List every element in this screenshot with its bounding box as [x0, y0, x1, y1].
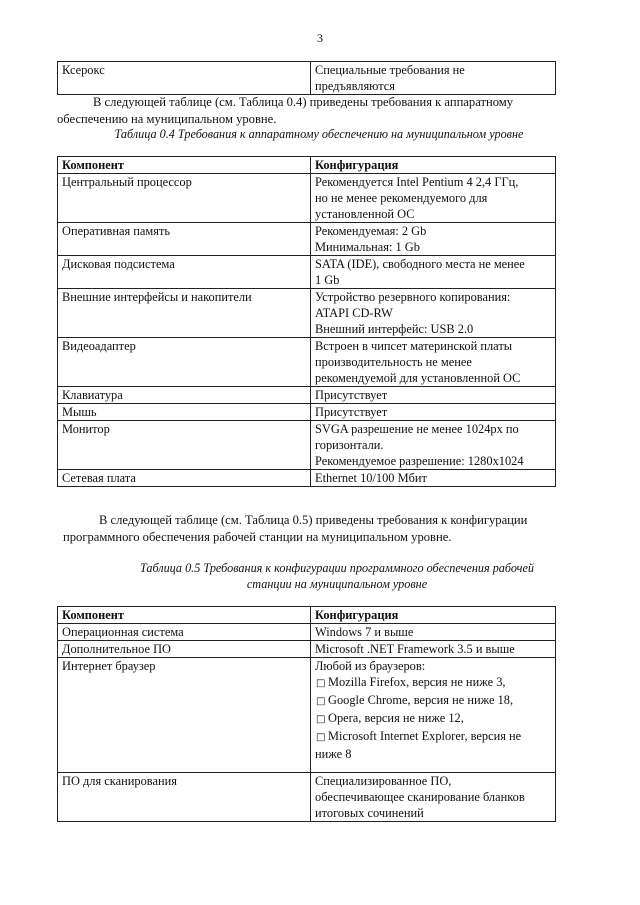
- list-item: [315, 728, 551, 746]
- config-cell: Microsoft .NET Framework 3.5 и выше: [311, 641, 556, 658]
- table-row: [58, 387, 556, 404]
- component-cell: Ксерокс: [58, 62, 311, 95]
- component-cell: Интернет браузер: [58, 658, 311, 773]
- config-line: Рекомендуемое разрешение: 1280x1024: [315, 454, 524, 468]
- list-item: [315, 692, 551, 710]
- table-row: [58, 470, 556, 487]
- column-header-component: Компонент: [58, 607, 311, 624]
- config-cell: [311, 421, 556, 470]
- list-item: [315, 710, 551, 728]
- paragraph-line: В следующей таблице (см. Таблица 0.5) приведены требования к конфигурации: [99, 513, 528, 527]
- config-cell: [311, 223, 556, 256]
- table-row: [58, 338, 556, 387]
- component-cell: Клавиатура: [58, 387, 311, 404]
- config-line: установленной ОС: [315, 207, 415, 221]
- component-cell: Оперативная память: [58, 223, 311, 256]
- config-line: Присутствует: [315, 388, 388, 402]
- paragraph-line: обеспечению на муниципальном уровне.: [57, 112, 277, 126]
- table-row: [58, 289, 556, 338]
- config-line: 1 Gb: [315, 273, 340, 287]
- list-bullet-icon: □: [316, 696, 326, 707]
- caption-line: станции на муниципальном уровне: [246, 577, 428, 591]
- top-table: [57, 61, 556, 95]
- list-item-text: Mozilla Firefox, версия не ниже 3,: [328, 675, 506, 689]
- table-row: [58, 658, 556, 773]
- config-line: Специальные требования не: [315, 63, 465, 77]
- list-item-text: Microsoft Internet Explorer, версия не: [328, 729, 522, 743]
- config-line: Устройство резервного копирования:: [315, 290, 511, 304]
- config-cell: [311, 256, 556, 289]
- config-line: итоговых сочинений: [315, 806, 424, 820]
- component-cell: Операционная система: [58, 624, 311, 641]
- config-cell: [311, 773, 556, 822]
- list-item: [315, 674, 551, 692]
- config-line: Специализированное ПО,: [315, 774, 452, 788]
- config-cell: [311, 62, 556, 95]
- table4-caption: Таблица 0.4 Требования к аппаратному обеспечению на муниципальном уровне: [114, 127, 524, 141]
- config-cell: [311, 174, 556, 223]
- list-bullet-icon: □: [316, 732, 326, 743]
- config-line: Минимальная: 1 Gb: [315, 240, 420, 254]
- list-bullet-icon: □: [316, 678, 326, 689]
- config-line: рекомендуемой для установленной ОС: [315, 371, 521, 385]
- column-header-config: Конфигурация: [311, 157, 556, 174]
- paragraph-2: [63, 512, 587, 546]
- paragraph-1: [57, 94, 581, 128]
- paragraph-line: программного обеспечения рабочей станции на муниципальном уровне.: [63, 530, 452, 544]
- table-row: [58, 174, 556, 223]
- component-cell: Видеоадаптер: [58, 338, 311, 387]
- config-line: ниже 8: [315, 747, 352, 761]
- table-row: [58, 641, 556, 658]
- config-line: Ethernet 10/100 Мбит: [315, 471, 427, 485]
- config-cell: [311, 404, 556, 421]
- table-row: [58, 421, 556, 470]
- config-line: обеспечивающее сканирование бланков: [315, 790, 525, 804]
- component-cell: ПО для сканирования: [58, 773, 311, 822]
- config-cell: [311, 338, 556, 387]
- config-line: Любой из браузеров:: [315, 659, 426, 673]
- column-header-config: Конфигурация: [311, 607, 556, 624]
- list-bullet-icon: □: [316, 714, 326, 725]
- config-line: горизонтали.: [315, 438, 384, 452]
- caption-line: Таблица 0.5 Требования к конфигурации программного обеспечения рабочей: [140, 561, 534, 575]
- config-line: но не менее рекомендуемого для: [315, 191, 488, 205]
- config-line: производительность не менее: [315, 355, 472, 369]
- config-line: Внешний интерфейс: USB 2.0: [315, 322, 474, 336]
- config-line: Встроен в чипсет материнской платы: [315, 339, 513, 353]
- list-item-text: Opera, версия не ниже 12,: [328, 711, 464, 725]
- component-cell: Центральный процессор: [58, 174, 311, 223]
- config-line: предъявляются: [315, 79, 396, 93]
- config-cell: [311, 289, 556, 338]
- table-row: [58, 624, 556, 641]
- component-cell: Сетевая плата: [58, 470, 311, 487]
- config-cell: [311, 387, 556, 404]
- table-header-row: [58, 607, 556, 624]
- paragraph-line: В следующей таблице (см. Таблица 0.4) приведены требования к аппаратному: [93, 95, 514, 109]
- table-row: [58, 404, 556, 421]
- page-number: 3: [317, 31, 323, 45]
- column-header-component: Компонент: [58, 157, 311, 174]
- table-header-row: [58, 157, 556, 174]
- config-line: Присутствует: [315, 405, 388, 419]
- table-row: [58, 256, 556, 289]
- config-cell: Windows 7 и выше: [311, 624, 556, 641]
- config-cell: [311, 658, 556, 773]
- config-line: ATAPI CD-RW: [315, 306, 393, 320]
- hardware-table: [57, 156, 556, 487]
- component-cell: Дисковая подсистема: [58, 256, 311, 289]
- table-row: [58, 773, 556, 822]
- software-table: [57, 606, 556, 822]
- component-cell: Дополнительное ПО: [58, 641, 311, 658]
- list-item-text: Google Chrome, версия не ниже 18,: [328, 693, 514, 707]
- config-cell: [311, 470, 556, 487]
- config-line: SVGA разрешение не менее 1024px по: [315, 422, 519, 436]
- component-cell: Мышь: [58, 404, 311, 421]
- config-line: SATA (IDE), свободного места не менее: [315, 257, 525, 271]
- table-row: [58, 62, 556, 95]
- table5-caption: [100, 560, 574, 592]
- component-cell: Монитор: [58, 421, 311, 470]
- config-line: Рекомендуемая: 2 Gb: [315, 224, 427, 238]
- config-line: Рекомендуется Intel Pentium 4 2,4 ГГц,: [315, 175, 519, 189]
- component-cell: Внешние интерфейсы и накопители: [58, 289, 311, 338]
- table-row: [58, 223, 556, 256]
